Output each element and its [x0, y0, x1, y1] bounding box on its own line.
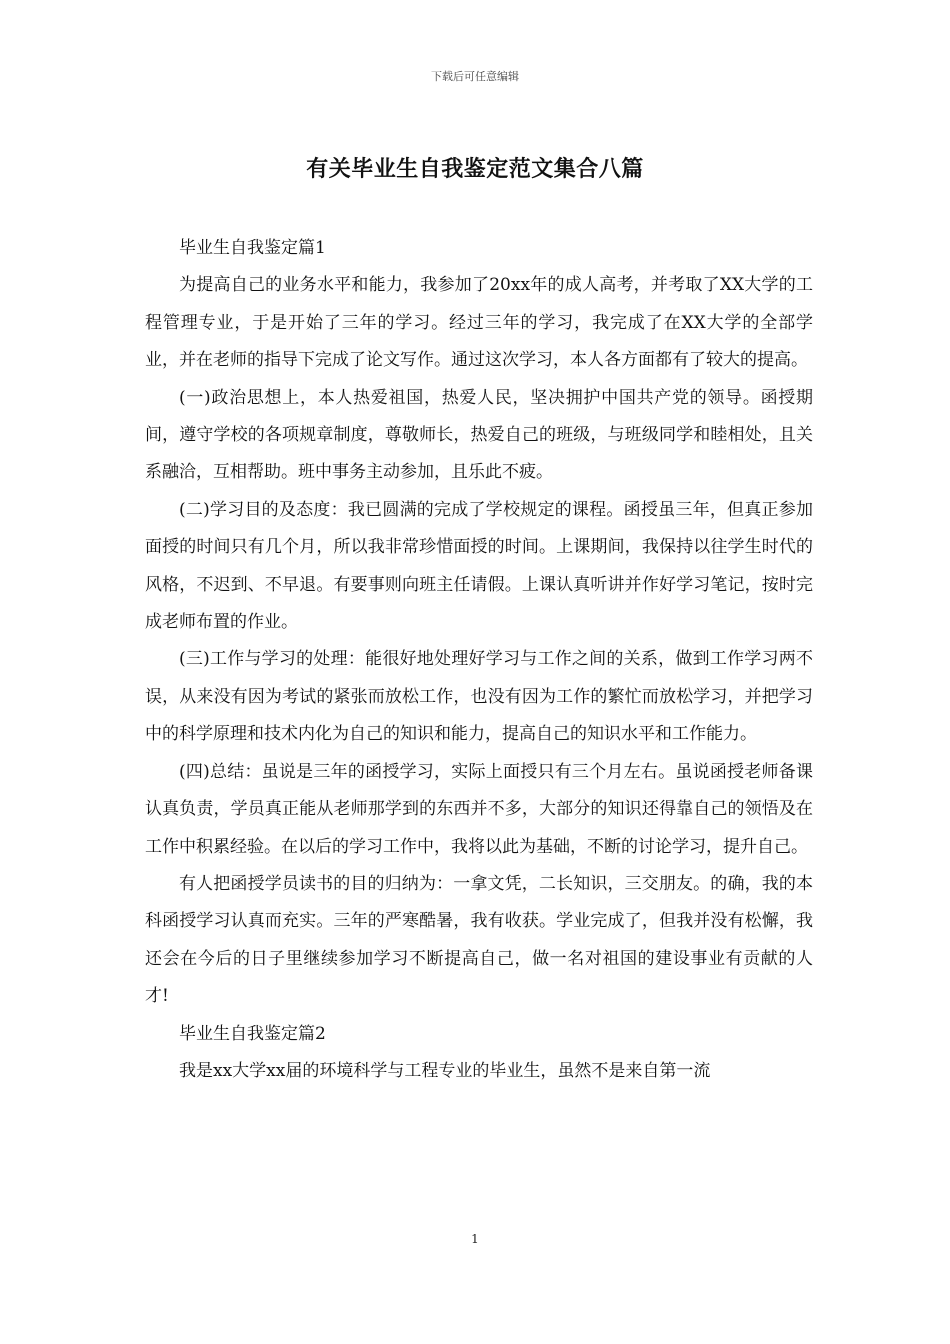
- document-body: [145, 230, 813, 1090]
- section-heading-1: 毕业生自我鉴定篇1: [179, 238, 326, 258]
- paragraph-politics: (一)政治思想上，本人热爱祖国，热爱人民，坚决拥护中国共产党的领导。函授期间，遵守学校的各项规章制度，尊敬师长，热爱自己的班级，与班级同学和睦相处，且关系融洽，互相帮助。班中事务主动参加，且乐此不疲。: [145, 387, 813, 483]
- paragraph-summary: (四)总结：虽说是三年的函授学习，实际上面授只有三个月左右。虽说函授老师备课认真负责，学员真正能从老师那学到的东西并不多，大部分的知识还得靠自己的领悟及在工作中积累经验。在以后的学习工作中，我将以此为基础，不断的讨论学习，提升自己。: [145, 761, 813, 857]
- paragraph-work-study: (三)工作与学习的处理：能很好地处理好学习与工作之间的关系，做到工作学习两不误，从来没有因为考试的紧张而放松工作，也没有因为工作的繁忙而放松学习，并把学习中的科学原理和技术内化为自己的知识和能力，提高自己的知识水平和工作能力。: [145, 649, 813, 745]
- paragraph-closing: 有人把函授学员读书的目的归纳为：一拿文凭，二长知识，三交朋友。的确，我的本科函授学习认真而充实。三年的严寒酷暑，我有收获。学业完成了，但我并没有松懈，我还会在今后的日子里继续参加学习不断提高自己，做一名对祖国的建设事业有贡献的人才!: [145, 873, 813, 1007]
- header-note: 下载后可任意编辑: [431, 70, 519, 83]
- paragraph-intro: 为提高自己的业务水平和能力，我参加了20xx年的成人高考，并考取了XX大学的工程管理专业，于是开始了三年的学习。经过三年的学习，我完成了在XX大学的全部学业，并在老师的指导下完成了论文写作。通过这次学习，本人各方面都有了较大的提高。: [145, 275, 813, 371]
- page-number: 1: [471, 1232, 479, 1246]
- section-heading-2: 毕业生自我鉴定篇2: [179, 1023, 326, 1044]
- paragraph-study-attitude: (二)学习目的及态度：我已圆满的完成了学校规定的课程。函授虽三年，但真正参加面授的时间只有几个月，所以我非常珍惜面授的时间。上课期间，我保持以往学生时代的风格，不迟到、不早退。有要事则向班主任请假。上课认真听讲并作好学习笔记，按时完成老师布置的作业。: [145, 499, 813, 633]
- document-title: 有关毕业生自我鉴定范文集合八篇: [306, 156, 644, 182]
- paragraph-section2-start: 我是xx大学xx届的环境科学与工程专业的毕业生，虽然不是来自第一流: [179, 1060, 711, 1081]
